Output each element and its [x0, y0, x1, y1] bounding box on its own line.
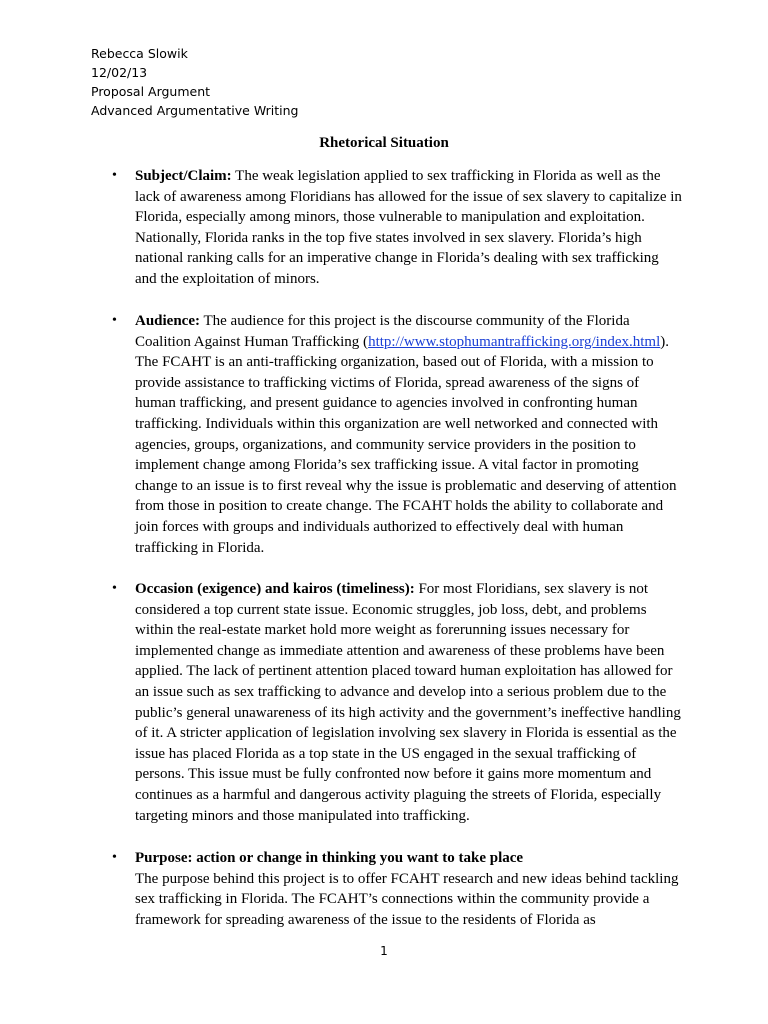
bullet-icon: • — [112, 850, 117, 865]
bullet-icon: • — [112, 168, 117, 183]
section-text: For most Floridians, sex slavery is not considered a top current state issue. Economic struggles, job loss, debt, and problems within the real-estate market hold more weight as forerunning issues necessary for implemented change as immediate attention and awareness of these problems have been applied. The lack of pertinent attention placed toward human exploitation has allowed for an issue such as sex trafficking to advance and develop into a serious problem due to the public’s general unawareness of its high activity and the government’s ineffective handling of it. A stricter application of legislation involving sex slavery in Florida is essential as the issue has placed Florida as a top state in the US engaged in the sexual trafficking of persons. This issue must be fully confronted now before it gains more momentum and continues as a harmful and dangerous activity plaguing the streets of Florida, especially targeting minors and those manipulated into trafficking. — [135, 581, 681, 824]
section-paragraph — [135, 311, 683, 558]
section-text: ). The FCAHT is an anti-trafficking organization, based out of Florida, with a mission to provide assistance to trafficking victims of Florida, spread awareness of the signs of human trafficking, and present guidance to agencies involved in confronting human trafficking. Individuals within this organization are well networked and connected with agencies, groups, organizations, and community service providers in the position to implement change among Florida’s sex trafficking issue. A vital factor in promoting change to an issue is to first reveal why the issue is problematic and deserving of attention from those in position to create change. The FCAHT holds the ability to collaborate and join forces with groups and individuals authorized to effectively deal with human trafficking in Florida. — [135, 333, 677, 556]
document-header — [91, 44, 298, 120]
bullet-icon: • — [112, 581, 117, 596]
section-label: Occasion (exigence) and kairos (timeliness): — [135, 581, 415, 597]
section-occasion-kairos — [112, 579, 683, 826]
author-name: Rebecca Slowik — [91, 46, 188, 61]
section-label: Audience: — [135, 313, 200, 329]
section-purpose — [112, 848, 683, 930]
fcaht-website-link[interactable]: http://www.stophumantrafficking.org/index.html — [368, 333, 661, 350]
page-title: Rhetorical Situation — [319, 135, 449, 151]
section-audience — [112, 311, 683, 558]
section-label: Purpose: action or change in thinking you want to take place — [135, 850, 524, 866]
section-subject-claim — [112, 166, 683, 290]
course-name: Advanced Argumentative Writing — [91, 103, 299, 118]
page-number: 1 — [380, 944, 388, 958]
section-paragraph — [135, 579, 683, 826]
section-text: The audience for this project is the discourse community of the Florida Coalition Against Human Trafficking ( — [135, 313, 630, 350]
assignment-type: Proposal Argument — [91, 84, 211, 99]
document-date: 12/02/13 — [91, 65, 148, 80]
bullet-icon: • — [112, 313, 117, 328]
section-label: Subject/Claim: — [135, 168, 232, 184]
section-text: The weak legislation applied to sex trafficking in Florida as well as the lack of awareness among Floridians has allowed for the issue of sex slavery to capitalize in Florida, especially among minors, those vulnerable to manipulation and exploitation. Nationally, Florida ranks in the top five states involved in sex slavery. Florida’s high national ranking calls for an imperative change in Florida’s dealing with sex trafficking and the exploitation of minors. — [135, 168, 682, 287]
section-text: The purpose behind this project is to offer FCAHT research and new ideas behind tackling sex trafficking in Florida. The FCAHT’s connections within the community provide a framework for spreading awareness of the issue to the residents of Florida as — [135, 870, 679, 928]
section-paragraph — [135, 166, 683, 290]
